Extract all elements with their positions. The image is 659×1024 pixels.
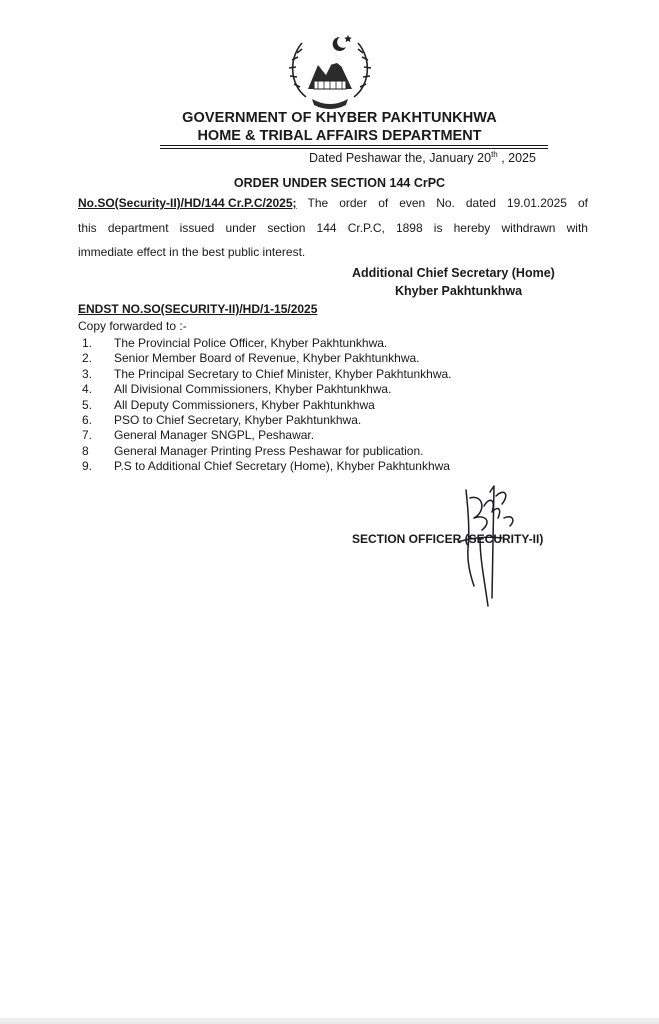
header-rule [160,145,548,146]
section-officer-label: SECTION OFFICER (SECURITY-II) [352,532,544,546]
signatory-designation: Additional Chief Secretary (Home) [352,266,555,280]
order-reference: No.SO(Security-II)/HD/144 Cr.P.C/2025; [78,196,297,210]
copy-forwarded-label: Copy forwarded to :- [78,319,187,333]
endorsement-number: ENDST NO.SO(SECURITY-II)/HD/1-15/2025 [78,302,318,316]
order-line-3: immediate effect in the best public interest. [78,245,306,259]
document-page: GOVERNMENT OF KHYBER PAKHTUNKHWA HOME & TRIBAL AFFAIRS DEPARTMENT Dated Peshawar the, January 20th , 2025 ORDER UNDER SECTION 144 CrPC No.SO(Security-II)/HD/144 Cr.P.C/2025; The order of even No. dated 19.01.2025 of this department issued under section 144 Cr.P.C, 1898 is hereby withdrawn with immediate effect in the best public interest. Additional Chief Secretary (Home) Khyber Pakhtunkhwa ENDST NO.SO(SECURITY-II)/HD/1-15/2025 Copy forwarded to :- 1. The Provincial Police Officer, Khyber Pakhtunkhwa. 2. Senior Member Board of Revenue, Khyber Pakhtunkhwa. 3. The Principal Secretary to Chief Minister, Khyber Pakhtunkhwa. 4. All Divisional Commissioners, Khyber Pakhtunkhwa. 5. All Deputy Commissioners, Khyber Pakhtunkhwa 6. PSO to Chief Secretary, Khyber Pakhtunkhwa. 7. General Manager SNGPL, Peshawar. 8 General Manager Printing Press Peshawar for publication. 9. P.S to Additional Chief Secretary (Home), Khyber Pakhtunkhwa SECTION OFFICER (SECURITY-II) [0,0,659,1024]
order-title: ORDER UNDER SECTION 144 CrPC [233,176,446,190]
dated-line: Dated Peshawar the, January 20th , 2025 [309,150,536,166]
kp-government-emblem-icon [284,25,376,115]
order-line-1: No.SO(Security-II)/HD/144 Cr.P.C/2025; The order of even No. dated 19.01.2025 of [78,196,588,210]
signatory-province: Khyber Pakhtunkhwa [395,284,523,298]
header-government: GOVERNMENT OF KHYBER PAKHTUNKHWA [182,110,497,126]
handwritten-signature-icon [440,478,530,614]
header-rule-thin [160,148,548,149]
order-line-2: this department issued under section 144 Cr.P.C, 1898 is hereby withdrawn with [78,221,588,235]
header-department: HOME & TRIBAL AFFAIRS DEPARTMENT [197,128,482,144]
page-bottom-edge [0,1018,659,1024]
